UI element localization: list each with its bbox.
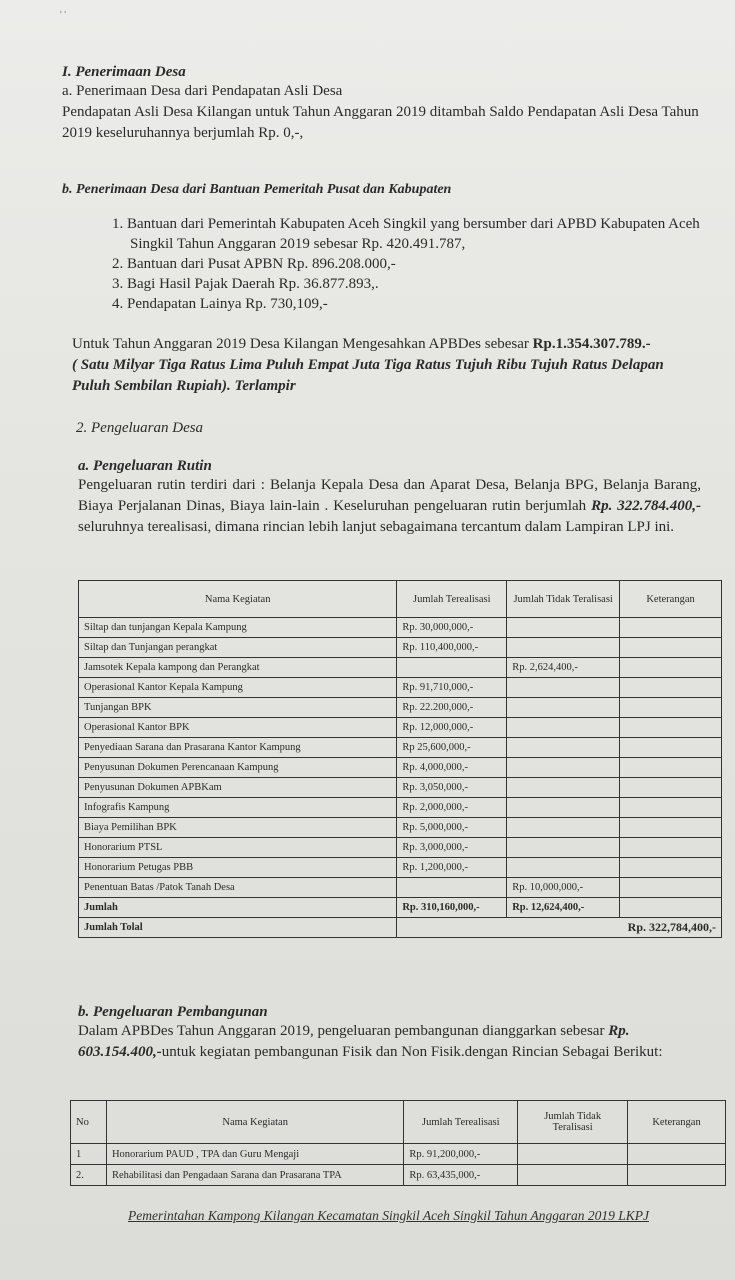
jumlah-label: Jumlah — [79, 898, 397, 918]
table-row — [79, 618, 722, 638]
header-cell: Keterangan — [620, 581, 722, 618]
expense-cell: Rp. 30,000,000,- — [397, 618, 507, 638]
subsection-b-title: b. Pengeluaran Pembangunan — [78, 1004, 268, 1020]
expense-cell — [397, 658, 507, 678]
apbdes-words: ( Satu Milyar Tiga Ratus Lima Puluh Empat Juta Tiga Ratus Tujuh Ribu Tujuh Ratus Delapan Puluh Sembilan Rupiah). Terlampir — [72, 357, 664, 394]
list-item: 3. Bagi Hasil Pajak Daerah Rp. 36.877.893,. — [112, 276, 379, 292]
table-row — [79, 698, 722, 718]
expense-cell — [620, 838, 722, 858]
expense-cell — [507, 638, 620, 658]
expense-name-cell: Honorarium Petugas PBB — [79, 858, 397, 878]
dev-cell — [628, 1144, 726, 1165]
expense-name-cell: Penyusunan Dokumen APBKam — [79, 778, 397, 798]
subsection-pembangunan — [78, 1004, 713, 1063]
header-cell: Jumlah Tidak Teralisasi — [518, 1101, 628, 1144]
expense-cell: Rp. 2,000,000,- — [397, 798, 507, 818]
jumlah-unrealized: Rp. 12,624,400,- — [507, 898, 620, 918]
section-title: I. Penerimaan Desa — [62, 64, 186, 80]
subsection-rutin — [78, 458, 701, 538]
expense-cell: Rp. 5,000,000,- — [397, 818, 507, 838]
dev-cell: Rehabilitasi dan Pengadaan Sarana dan Prasarana TPA — [106, 1165, 403, 1186]
expense-cell — [620, 698, 722, 718]
expense-cell — [620, 778, 722, 798]
expense-cell — [620, 638, 722, 658]
expense-cell — [507, 718, 620, 738]
subsection-a-title: a. Pengeluaran Rutin — [78, 458, 212, 474]
expense-cell: Rp. 3,050,000,- — [397, 778, 507, 798]
jumlah-realized: Rp. 310,160,000,- — [397, 898, 507, 918]
expense-name-cell: Operasional Kantor Kepala Kampung — [79, 678, 397, 698]
expense-cell — [620, 818, 722, 838]
table-row — [79, 878, 722, 898]
dev-cell — [518, 1165, 628, 1186]
subsection-b-title: b. Penerimaan Desa dari Bantuan Pemeritah Pusat dan Kabupaten — [62, 182, 452, 197]
expense-name-cell: Infografis Kampung — [79, 798, 397, 818]
expense-cell — [507, 798, 620, 818]
development-expense-table — [70, 1100, 726, 1186]
expense-cell — [507, 618, 620, 638]
expense-cell — [620, 718, 722, 738]
header-cell: Nama Kegiatan — [106, 1101, 403, 1144]
table-row — [79, 738, 722, 758]
expense-cell — [507, 738, 620, 758]
expense-name-cell: Jamsotek Kepala kampong dan Perangkat — [79, 658, 397, 678]
expense-cell: Rp. 1,200,000,- — [397, 858, 507, 878]
subsection-b — [62, 182, 705, 198]
expense-name-cell: Penyediaan Sarana dan Prasarana Kantor Kampung — [79, 738, 397, 758]
section-title: 2. Pengeluaran Desa — [76, 420, 204, 436]
expense-name-cell: Siltap dan Tunjangan perangkat — [79, 638, 397, 658]
routine-expense-table — [78, 580, 722, 938]
table-row — [71, 1165, 726, 1186]
table-row-jumlah — [79, 898, 722, 918]
expense-cell — [620, 658, 722, 678]
scan-marks: ' ' — [60, 10, 67, 21]
dev-name-cell: 1 — [71, 1144, 107, 1165]
table-row — [79, 818, 722, 838]
expense-cell: Rp. 3,000,000,- — [397, 838, 507, 858]
expense-cell — [507, 818, 620, 838]
expense-cell — [507, 758, 620, 778]
expense-name-cell: Tunjangan BPK — [79, 698, 397, 718]
expense-cell — [507, 838, 620, 858]
apbdes-text: Untuk Tahun Anggaran 2019 Desa Kilangan Mengesahkan APBDes sebesar — [72, 336, 533, 352]
expense-cell — [620, 798, 722, 818]
expense-cell — [620, 858, 722, 878]
expense-cell: Rp. 12,000,000,- — [397, 718, 507, 738]
header-cell: No — [71, 1101, 107, 1144]
section-penerimaan — [62, 64, 705, 144]
expense-cell — [507, 778, 620, 798]
table-row — [79, 778, 722, 798]
table-row-total — [79, 918, 722, 938]
header-cell: Jumlah Terealisasi — [404, 1101, 518, 1144]
header-cell: Nama Kegiatan — [79, 581, 397, 618]
dev-name-cell: 2. — [71, 1165, 107, 1186]
dev-cell: Honorarium PAUD , TPA dan Guru Mengaji — [106, 1144, 403, 1165]
expense-cell — [620, 678, 722, 698]
list-item: 4. Pendapatan Lainya Rp. 730,109,- — [112, 296, 328, 312]
table-row — [79, 658, 722, 678]
list-item: 2. Bantuan dari Pusat APBN Rp. 896.208.000,- — [112, 256, 396, 272]
table-row — [79, 718, 722, 738]
expense-cell: Rp. 10,000,000,- — [507, 878, 620, 898]
expense-cell — [620, 618, 722, 638]
dev-cell — [518, 1144, 628, 1165]
expense-cell — [507, 698, 620, 718]
expense-name-cell: Penentuan Batas /Patok Tanah Desa — [79, 878, 397, 898]
expense-cell — [620, 738, 722, 758]
header-cell: Keterangan — [628, 1101, 726, 1144]
pembangunan-paragraph: Dalam APBDes Tahun Anggaran 2019, pengeluaran pembangunan dianggarkan sebesar Rp. 603.154.400,-untuk kegiatan pembangunan Fisik dan Non Fisik.dengan Rincian Sebagai Berikut: — [78, 1023, 663, 1060]
expense-cell — [620, 878, 722, 898]
total-value: Rp. 322,784,400,- — [397, 918, 722, 938]
table-header-row — [71, 1101, 726, 1144]
table-row — [79, 638, 722, 658]
rutin-paragraph: Pengeluaran rutin terdiri dari : Belanja Kepala Desa dan Aparat Desa, Belanja BPG, Belanja Barang, Biaya Perjalanan Dinas, Biaya lain-lain . Keseluruhan pengeluaran rutin berjumlah Rp. 322.784.400,- seluruhnya terealisasi, dimana rincian lebih lanjut sebagaimana tercantum dalam Lampiran LPJ ini. — [78, 477, 702, 535]
expense-name-cell: Siltap dan tunjangan Kepala Kampung — [79, 618, 397, 638]
apbdes-amount: Rp.1.354.307.789.- — [532, 336, 651, 352]
expense-cell: Rp 25,600,000,- — [397, 738, 507, 758]
table-row — [79, 758, 722, 778]
list-item: 1. Bantuan dari Pemerintah Kabupaten Aceh Singkil yang bersumber dari APBD Kabupaten Aceh Singkil Tahun Anggaran 2019 sebesar Rp. 420.491.787, — [112, 216, 700, 252]
table-row — [71, 1144, 726, 1165]
dev-cell: Rp. 91,200,000,- — [404, 1144, 518, 1165]
expense-cell: Rp. 4,000,000,- — [397, 758, 507, 778]
dev-cell: Rp. 63,435,000,- — [404, 1165, 518, 1186]
header-cell: Jumlah Terealisasi — [397, 581, 507, 618]
expense-cell: Rp. 22.200,000,- — [397, 698, 507, 718]
expense-name-cell: Operasional Kantor BPK — [79, 718, 397, 738]
expense-cell — [397, 878, 507, 898]
page-footer: Pemerintahan Kampong Kilangan Kecamatan Singkil Aceh Singkil Tahun Anggaran 2019 LKPJ — [128, 1208, 649, 1223]
subsection-a-title: a. Penerimaan Desa dari Pendapatan Asli Desa — [62, 83, 343, 99]
expense-name-cell: Honorarium PTSL — [79, 838, 397, 858]
expense-name-cell: Penyusunan Dokumen Perencanaan Kampung — [79, 758, 397, 778]
expense-cell — [507, 858, 620, 878]
income-list — [72, 214, 705, 314]
apbdes-statement — [72, 334, 705, 397]
subsection-a-paragraph: Pendapatan Asli Desa Kilangan untuk Tahun Anggaran 2019 ditambah Saldo Pendapatan Asli Desa Tahun 2019 keseluruhannya berjumlah Rp. 0,-, — [62, 104, 699, 141]
table-row — [79, 838, 722, 858]
header-cell: Jumlah Tidak Teralisasi — [507, 581, 620, 618]
dev-cell — [628, 1165, 726, 1186]
expense-cell: Rp. 2,624,400,- — [507, 658, 620, 678]
section-pengeluaran — [76, 418, 705, 439]
expense-cell — [507, 678, 620, 698]
total-label: Jumlah Tolal — [79, 918, 397, 938]
table-header-row — [79, 581, 722, 618]
expense-cell: Rp. 91,710,000,- — [397, 678, 507, 698]
table-row — [79, 678, 722, 698]
expense-cell: Rp. 110,400,000,- — [397, 638, 507, 658]
table-row — [79, 858, 722, 878]
table-row — [79, 798, 722, 818]
expense-cell — [620, 758, 722, 778]
expense-name-cell: Biaya Pemilihan BPK — [79, 818, 397, 838]
